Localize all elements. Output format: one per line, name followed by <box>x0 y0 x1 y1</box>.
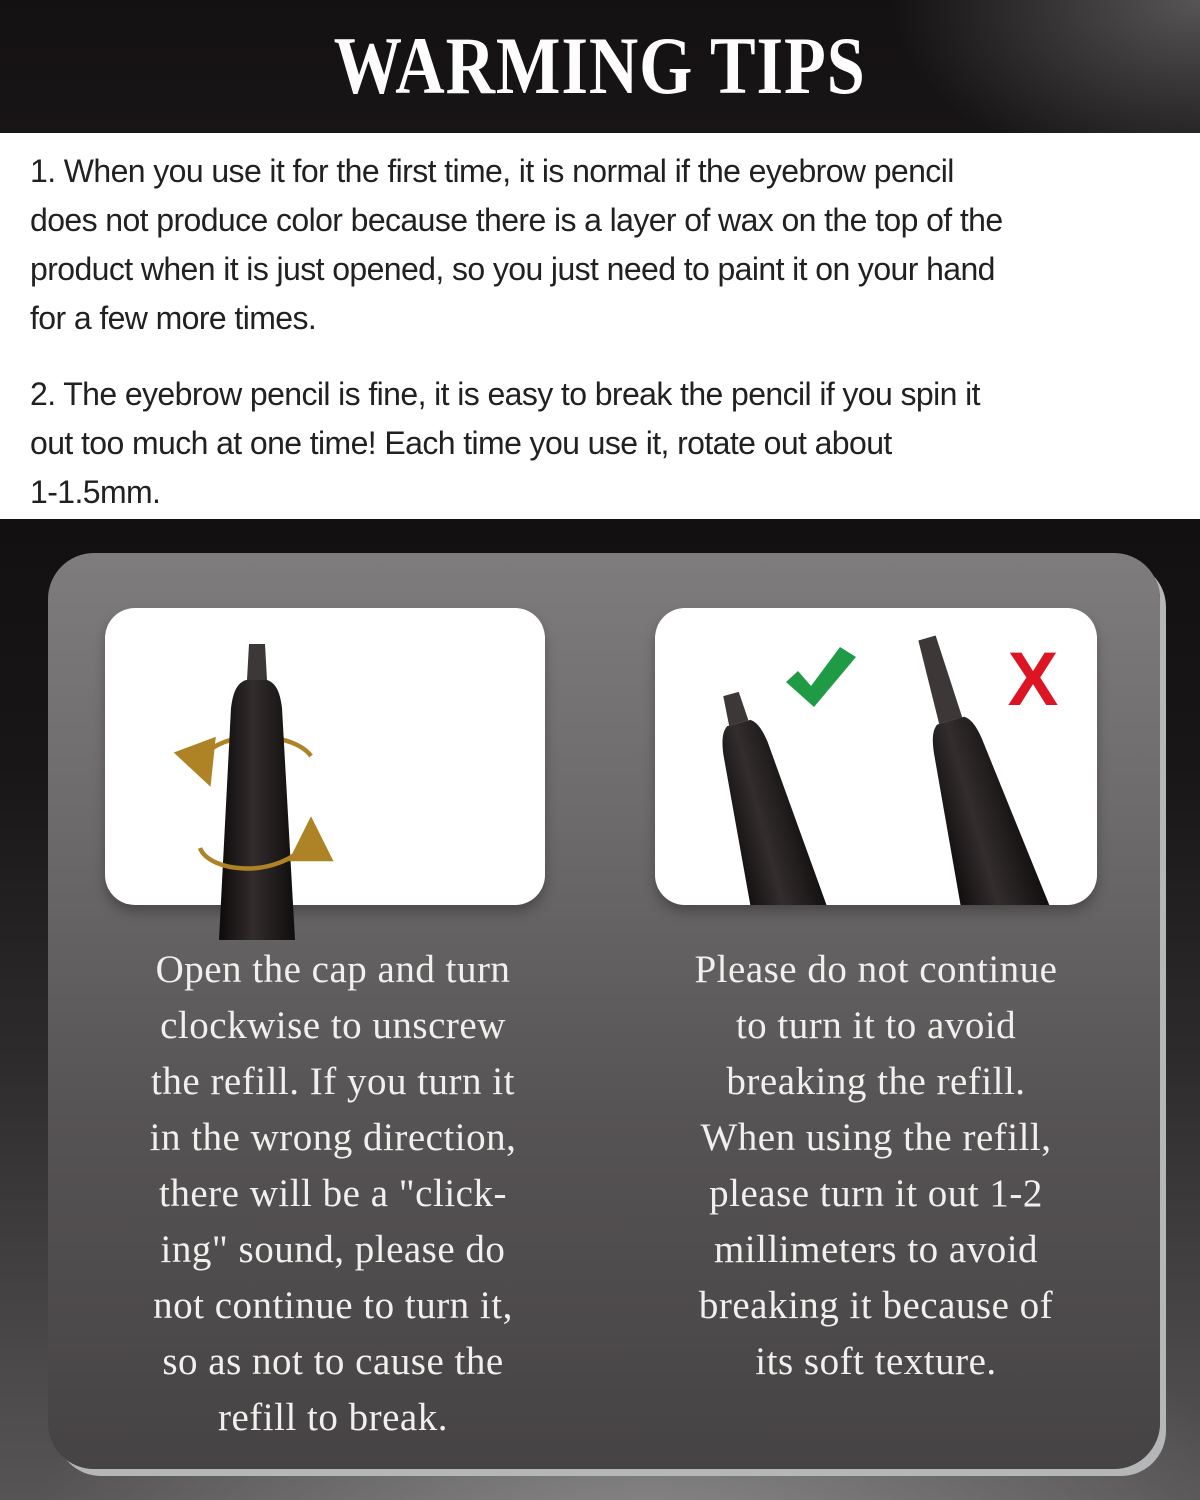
title-bar <box>0 0 1200 133</box>
caption-line: Open the cap and turn <box>155 948 511 991</box>
photo-refill-length <box>655 608 1097 905</box>
tip-1-line: for a few more times. <box>30 300 317 336</box>
cross-icon: X <box>1007 637 1059 722</box>
caption-line: millimeters to avoid <box>713 1228 1039 1271</box>
pencil-refill <box>247 644 267 680</box>
illustration-section <box>0 519 1200 1500</box>
tips-text-section <box>30 147 1170 544</box>
pencil-body <box>907 708 1052 905</box>
caption-line: clockwise to unscrew <box>160 1004 506 1047</box>
caption-unscrew-instructions <box>63 942 603 1446</box>
caption-line: Please do not continue <box>694 948 1058 991</box>
caption-line: When using the refill, <box>700 1116 1052 1159</box>
pencil-body <box>698 712 844 905</box>
caption-line: to turn it to avoid <box>735 1004 1017 1047</box>
tip-1 <box>30 147 1170 343</box>
check-icon <box>786 647 856 707</box>
caption-line: refill to break. <box>218 1396 448 1439</box>
pencil-correct <box>690 683 844 905</box>
caption-line: its soft texture. <box>755 1340 997 1383</box>
caption-line: please turn it out 1-2 <box>709 1172 1043 1215</box>
gray-panel <box>48 553 1160 1469</box>
caption-line: not continue to turn it, <box>153 1284 513 1327</box>
tip-1-line: does not produce color because there is a layer of wax on the top of the <box>30 202 1003 238</box>
pencil-refill <box>915 635 962 724</box>
caption-line: breaking it because of <box>698 1284 1054 1327</box>
pencil-refill <box>721 691 748 725</box>
photo-rotate-pencil <box>105 608 545 905</box>
caption-line: there will be a "click- <box>159 1172 507 1215</box>
page-title: WARMING TIPS <box>333 20 867 112</box>
caption-line: so as not to cause the <box>162 1340 504 1383</box>
caption-avoid-breaking <box>606 942 1146 1390</box>
caption-line: in the wrong direction, <box>149 1116 517 1159</box>
caption-line: the refill. If you turn it <box>151 1060 515 1103</box>
caption-line: breaking the refill. <box>726 1060 1026 1103</box>
tip-1-line: 1. When you use it for the first time, it is normal if the eyebrow pencil <box>30 153 954 189</box>
pencil-body <box>219 680 295 940</box>
tip-2-line: 1-1.5mm. <box>30 474 161 510</box>
tip-1-line: product when it is just opened, so you just need to paint it on your hand <box>30 251 995 287</box>
caption-line: ing" sound, please do <box>160 1228 506 1271</box>
rotating-pencil-illustration <box>105 608 545 940</box>
refill-length-illustration <box>655 608 1097 905</box>
tip-2-line: 2. The eyebrow pencil is fine, it is easy to break the pencil if you spin it <box>30 376 980 412</box>
tip-2 <box>30 370 1170 517</box>
tip-2-line: out too much at one time! Each time you use it, rotate out about <box>30 425 892 461</box>
